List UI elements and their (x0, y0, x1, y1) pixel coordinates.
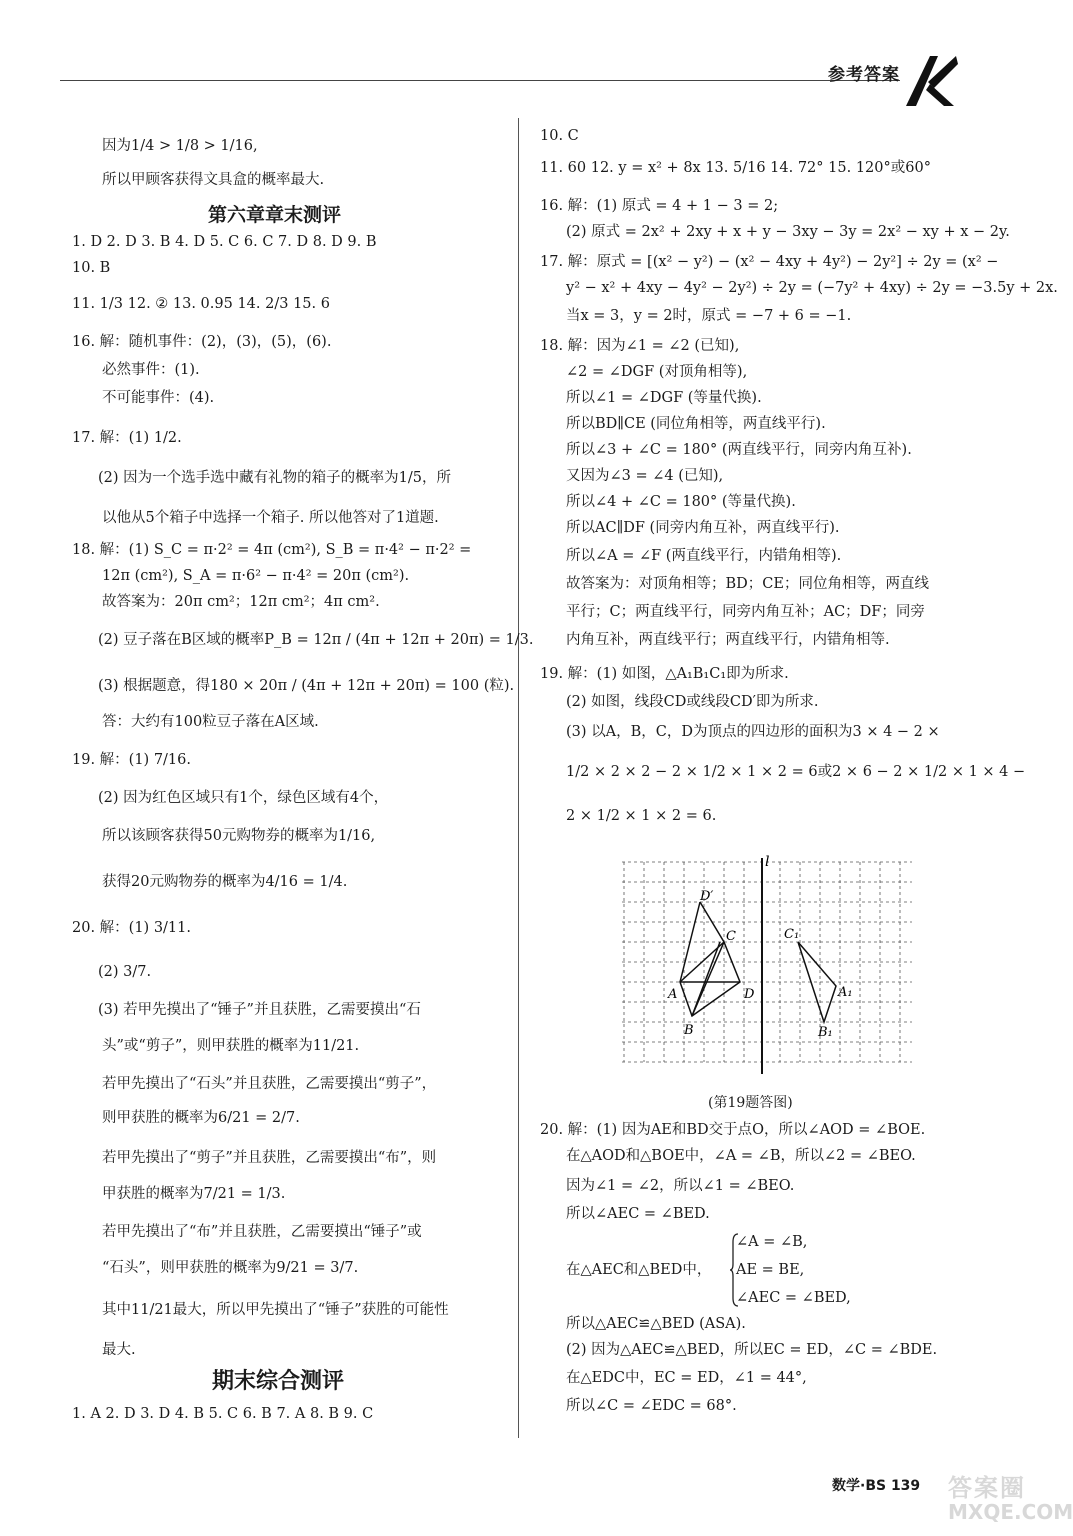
text-line: 若甲先摸出了“布”并且获胜，乙需要摸出“锤子”或 (102, 1224, 422, 1240)
text-line: 2 × 1/2 × 1 × 2 = 6. (566, 808, 717, 824)
text-line: ∠2 = ∠DGF (对顶角相等), (566, 364, 748, 380)
text-line: 平行；C；两直线平行，同旁内角互补；AC；DF；同旁 (566, 604, 925, 620)
text-line: 获得20元购物券的概率为4/16 = 1/4. (102, 874, 348, 890)
text-line: (2) 如图，线段CD或线段CD′即为所求. (566, 694, 819, 710)
text-line: ∠A = ∠B, (736, 1234, 808, 1250)
text-line: 17. 解：原式 = [(x² − y²) − (x² − 4xy + 4y²) − 2y²] ÷ 2y = (x² − (540, 254, 999, 270)
text-line: 甲获胜的概率为7/21 = 1/3. (102, 1186, 286, 1202)
text-line: 20. 解：(1) 3/11. (72, 920, 191, 936)
label-b1: B₁ (818, 1025, 833, 1040)
text-line: 因为∠1 = ∠2，所以∠1 = ∠BEO. (566, 1178, 795, 1194)
grid-lines (622, 862, 912, 1062)
text-line: 19. 解：(1) 如图，△A₁B₁C₁即为所求. (540, 666, 789, 682)
column-divider (518, 118, 519, 1438)
watermark-text: 答案圈 (948, 1474, 1026, 1502)
text-line: 故答案为：20π cm²；12π cm²；4π cm². (102, 594, 380, 610)
text-line: (2) 3/7. (98, 964, 152, 980)
label-b: B (684, 1023, 694, 1038)
header-rule (60, 80, 900, 81)
text-line: 20. 解：(1) 因为AE和BD交于点O，所以∠AOD = ∠BOE. (540, 1122, 926, 1138)
text-line: 17. 解：(1) 1/2. (72, 430, 182, 446)
section-title: 第六章章末测评 (208, 204, 342, 226)
text-line: 16. 解：(1) 原式 = 4 + 1 − 3 = 2; (540, 198, 779, 214)
text-line: 所以∠A = ∠F (两直线平行，内错角相等). (566, 548, 842, 564)
text-line: (3) 根据题意，得180 × 20π / (4π + 12π + 20π) = 100 (粒). (98, 678, 515, 694)
text-line: 所以∠AEC = ∠BED. (566, 1206, 710, 1222)
text-line: 在△AEC和△BED中， (566, 1262, 712, 1278)
text-line: 故答案为：对顶角相等；BD；CE；同位角相等，两直线 (566, 576, 929, 592)
text-line: 10. C (540, 128, 579, 144)
text-line: 答：大约有100粒豆子落在A区域. (102, 714, 319, 730)
watermark-url: MXQE.COM (948, 1500, 1073, 1524)
text-line: 所以∠C = ∠EDC = 68°. (566, 1398, 737, 1414)
text-line: ∠AEC = ∠BED, (736, 1290, 851, 1306)
text-line: 11. 60 12. y = x² + 8x 13. 5/16 14. 72° 15. 120°或60° (540, 160, 931, 176)
text-line: 1/2 × 2 × 2 − 2 × 1/2 × 1 × 2 = 6或2 × 6 − 2 × 1/2 × 1 × 4 − (566, 764, 1026, 780)
figure-caption: (第19题答图) (708, 1095, 793, 1111)
text-line: 当x = 3，y = 2时，原式 = −7 + 6 = −1. (566, 308, 852, 324)
label-d: D (744, 987, 755, 1002)
text-line: 所以甲顾客获得文具盒的概率最大. (102, 172, 325, 188)
label-a: A (668, 987, 678, 1002)
header-logo-icon (900, 48, 960, 108)
text-line: AE = BE, (736, 1262, 805, 1278)
text-line: 最大. (102, 1342, 136, 1358)
text-line: 若甲先摸出了“石头”并且获胜，乙需要摸出“剪子”， (102, 1076, 437, 1092)
text-line: 12π (cm²), S_A = π·6² − π·4² = 20π (cm²). (102, 568, 410, 584)
text-line: (3) 若甲先摸出了“锤子”并且获胜，乙需要摸出“石 (98, 1002, 421, 1018)
text-line: 所以∠1 = ∠DGF (等量代换). (566, 390, 762, 406)
text-line: 头”或“剪子”，则甲获胜的概率为11/21. (102, 1038, 360, 1054)
text-line: y² − x² + 4xy − 4y² − 2y²) ÷ 2y = (−7y² + 4xy) ÷ 2y = −3.5y + 2x. (566, 280, 1058, 296)
text-line: 所以AC∥DF (同旁内角互补，两直线平行). (566, 520, 840, 536)
text-line: 又因为∠3 = ∠4 (已知), (566, 468, 724, 484)
brace-icon (730, 1232, 740, 1308)
text-line: 其中11/21最大，所以甲先摸出了“锤子”获胜的可能性 (102, 1302, 449, 1318)
text-line: (2) 因为一个选手选中藏有礼物的箱子的概率为1/5，所 (98, 470, 451, 486)
text-line: 内角互补，两直线平行；两直线平行，内错角相等. (566, 632, 890, 648)
label-a1: A₁ (838, 985, 853, 1000)
text-line: 所以∠3 + ∠C = 180° (两直线平行，同旁内角互补). (566, 442, 912, 458)
page-footer: 数学·BS 139 (832, 1478, 921, 1494)
text-line: “石头”，则甲获胜的概率为9/21 = 3/7. (102, 1260, 359, 1276)
text-line: 10. B (72, 260, 111, 276)
text-line: (2) 因为红色区域只有1个，绿色区域有4个， (98, 790, 389, 806)
label-c: C (726, 929, 736, 944)
header-title: 参考答案 (828, 65, 900, 85)
label-l: l (765, 854, 770, 870)
text-line: 在△AOD和△BOE中，∠A = ∠B，所以∠2 = ∠BEO. (566, 1148, 916, 1164)
text-line: 所以∠4 + ∠C = 180° (等量代换). (566, 494, 796, 510)
label-c1: C₁ (784, 927, 800, 942)
text-line: 11. 1/3 12. ② 13. 0.95 14. 2/3 15. 6 (72, 296, 330, 312)
text-line: (2) 因为△AEC≌△BED，所以EC = ED，∠C = ∠BDE. (566, 1342, 938, 1358)
text-line: 19. 解：(1) 7/16. (72, 752, 191, 768)
text-line: 因为1/4 > 1/8 > 1/16, (102, 138, 258, 154)
text-line: 所以BD∥CE (同位角相等，两直线平行). (566, 416, 826, 432)
text-line: 必然事件：(1). (102, 362, 200, 378)
text-line: (2) 豆子落在B区域的概率P_B = 12π / (4π + 12π + 20π) = 1/3. (98, 632, 534, 648)
text-line: 若甲先摸出了“剪子”并且获胜，乙需要摸出“布”，则 (102, 1150, 437, 1166)
text-line: 所以△AEC≌△BED (ASA). (566, 1316, 746, 1332)
text-line: 则甲获胜的概率为6/21 = 2/7. (102, 1110, 300, 1126)
text-line: 所以该顾客获得50元购物券的概率为1/16, (102, 828, 376, 844)
text-line: 1. A 2. D 3. D 4. B 5. C 6. B 7. A 8. B 9. C (72, 1406, 374, 1422)
text-line: 以他从5个箱子中选择一个箱子. 所以他答对了1道题. (102, 510, 439, 526)
grid-figure (622, 854, 912, 1074)
text-line: 1. D 2. D 3. B 4. D 5. C 6. C 7. D 8. D 9. B (72, 234, 377, 250)
label-d-prime: D′ (700, 889, 714, 904)
triangle-abc (680, 942, 740, 1016)
text-line: (2) 原式 = 2x² + 2xy + x + y − 3xy − 3y = 2x² − xy + x − 2y. (566, 224, 1010, 240)
text-line: 不可能事件：(4). (102, 390, 215, 406)
text-line: 在△EDC中，EC = ED，∠1 = 44°, (566, 1370, 807, 1386)
text-line: 16. 解：随机事件：(2)，(3)，(5)，(6). (72, 334, 332, 350)
text-line: (3) 以A，B，C，D为顶点的四边形的面积为3 × 4 − 2 × (566, 724, 940, 740)
text-line: 18. 解：(1) S_C = π·2² = 4π (cm²), S_B = π·4² − π·2² = (72, 542, 472, 558)
section-title: 期末综合测评 (212, 1369, 345, 1394)
text-line: 18. 解：因为∠1 = ∠2 (已知), (540, 338, 740, 354)
